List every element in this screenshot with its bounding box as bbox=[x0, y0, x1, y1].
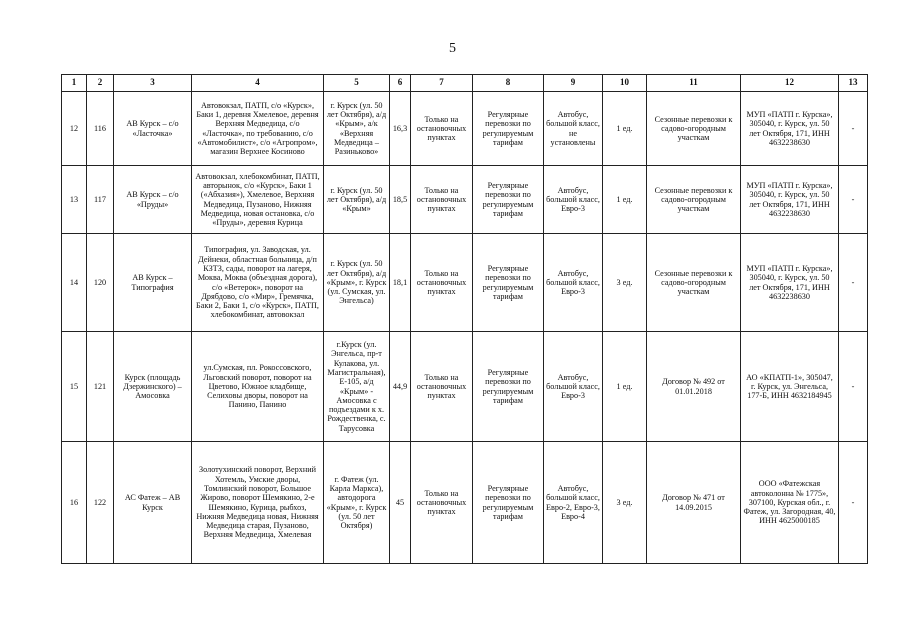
vehicle-count: 3 ед. bbox=[603, 234, 647, 332]
extra-info: - bbox=[839, 92, 868, 166]
route-basis: Сезонные перевозки к садово-огородным участкам bbox=[647, 92, 741, 166]
route-stops: Золотухинский поворот, Верхний Хотемль, Умские дворы, Томлинский поворот, Большое Жирово, поворот Шемякино, 2-е Шемякино, Курица, рыбхоз, Нижняя Медведица новая, Нижняя Медведица старая, Пузаново, Верхняя Медведица, Хмелевая bbox=[192, 442, 324, 564]
column-header: 8 bbox=[473, 75, 544, 92]
route-streets: г. Фатеж (ул. Карла Маркса), автодорога «Крым», г. Курск (ул. 50 лет Октября) bbox=[324, 442, 390, 564]
route-name: Курск (площадь Дзержинского) – Амосовка bbox=[114, 332, 192, 442]
carrier: ООО «Фатежская автоколонна № 1775», 307100, Курская обл., г. Фатеж, ул. Загородная, 40, ИНН 4625000185 bbox=[741, 442, 839, 564]
route-name: АВ Курск – Типография bbox=[114, 234, 192, 332]
vehicle-class: Автобус, большой класс, не установлены bbox=[544, 92, 603, 166]
transport-type: Регулярные перевозки по регулируемым тарифам bbox=[473, 166, 544, 234]
vehicle-count: 3 ед. bbox=[603, 442, 647, 564]
table-row bbox=[62, 166, 868, 234]
vehicle-count: 1 ед. bbox=[603, 166, 647, 234]
transport-type: Регулярные перевозки по регулируемым тарифам bbox=[473, 442, 544, 564]
route-basis: Договор № 492 от 01.01.2018 bbox=[647, 332, 741, 442]
vehicle-class: Автобус, большой класс, Евро-3 bbox=[544, 234, 603, 332]
transport-type: Регулярные перевозки по регулируемым тарифам bbox=[473, 234, 544, 332]
carrier: АО «КПАТП-1», 305047, г. Курск, ул. Энгельса, 177-Б, ИНН 4632184945 bbox=[741, 332, 839, 442]
route-number: 120 bbox=[87, 234, 114, 332]
column-header: 13 bbox=[839, 75, 868, 92]
extra-info: - bbox=[839, 332, 868, 442]
table-row bbox=[62, 234, 868, 332]
carrier: МУП «ПАТП г. Курска», 305040, г. Курск, ул. 50 лет Октября, 171, ИНН 4632238630 bbox=[741, 234, 839, 332]
row-number: 16 bbox=[62, 442, 87, 564]
route-length: 18,1 bbox=[390, 234, 411, 332]
route-stops: Типография, ул. Заводская, ул. Дейнеки, областная больница, д/п КЗТЗ, сады, поворот на лагеря, Моква, Моква (объездная дорога), с/о «Ветерок», поворот на Дрябдово, с/о «Мир», Гремячка, Баки 2, Баки 1, с/о «Курск», ПАТП, хлебокомбинат, автовокзал bbox=[192, 234, 324, 332]
vehicle-count: 1 ед. bbox=[603, 332, 647, 442]
column-header: 11 bbox=[647, 75, 741, 92]
stopping-procedure: Только на остановочных пунктах bbox=[411, 234, 473, 332]
column-header: 2 bbox=[87, 75, 114, 92]
route-number: 121 bbox=[87, 332, 114, 442]
route-streets: г. Курск (ул. 50 лет Октября), а/д «Крым» bbox=[324, 166, 390, 234]
route-basis: Сезонные перевозки к садово-огородным участкам bbox=[647, 234, 741, 332]
route-number: 117 bbox=[87, 166, 114, 234]
stopping-procedure: Только на остановочных пунктах bbox=[411, 92, 473, 166]
route-basis: Сезонные перевозки к садово-огородным участкам bbox=[647, 166, 741, 234]
route-length: 44,9 bbox=[390, 332, 411, 442]
extra-info: - bbox=[839, 442, 868, 564]
route-number: 122 bbox=[87, 442, 114, 564]
transport-type: Регулярные перевозки по регулируемым тарифам bbox=[473, 92, 544, 166]
vehicle-class: Автобус, большой класс, Евро-3 bbox=[544, 166, 603, 234]
route-name: АС Фатеж – АВ Курск bbox=[114, 442, 192, 564]
column-header: 3 bbox=[114, 75, 192, 92]
column-header: 4 bbox=[192, 75, 324, 92]
row-number: 15 bbox=[62, 332, 87, 442]
column-header: 12 bbox=[741, 75, 839, 92]
route-name: АВ Курск – с/о «Пруды» bbox=[114, 166, 192, 234]
table-row bbox=[62, 92, 868, 166]
stopping-procedure: Только на остановочных пунктах bbox=[411, 332, 473, 442]
vehicle-class: Автобус, большой класс, Евро-3 bbox=[544, 332, 603, 442]
route-basis: Договор № 471 от 14.09.2015 bbox=[647, 442, 741, 564]
vehicle-count: 1 ед. bbox=[603, 92, 647, 166]
column-header: 7 bbox=[411, 75, 473, 92]
route-stops: ул.Сумская, пл. Рокоссовского, Льговский поворот, поворот на Цветово, Южное кладбище, Селиховы дворы, поворот на Панино, Панино bbox=[192, 332, 324, 442]
column-header: 1 bbox=[62, 75, 87, 92]
route-length: 45 bbox=[390, 442, 411, 564]
route-streets: г. Курск (ул. 50 лет Октября), а/д «Крым», г. Курск (ул. Сумская, ул. Энгельса) bbox=[324, 234, 390, 332]
extra-info: - bbox=[839, 166, 868, 234]
stopping-procedure: Только на остановочных пунктах bbox=[411, 166, 473, 234]
route-stops: Автовокзал, ПАТП, с/о «Курск», Баки 1, деревня Хмелевое, деревня Верхняя Медведица, с/о «Ласточка», по требованию, с/о «Автомобилист», с/о «Агропром», магазин Верхнее Косиново bbox=[192, 92, 324, 166]
row-number: 14 bbox=[62, 234, 87, 332]
column-header: 6 bbox=[390, 75, 411, 92]
route-length: 16,3 bbox=[390, 92, 411, 166]
carrier: МУП «ПАТП г. Курска», 305040, г. Курск, ул. 50 лет Октября, 171, ИНН 4632238630 bbox=[741, 166, 839, 234]
stopping-procedure: Только на остановочных пунктах bbox=[411, 442, 473, 564]
route-number: 116 bbox=[87, 92, 114, 166]
page-number: 5 bbox=[449, 41, 456, 56]
extra-info: - bbox=[839, 234, 868, 332]
column-header: 10 bbox=[603, 75, 647, 92]
header-row bbox=[62, 75, 868, 92]
carrier: МУП «ПАТП г. Курска», 305040, г. Курск, ул. 50 лет Октября, 171, ИНН 4632238630 bbox=[741, 92, 839, 166]
table-row bbox=[62, 332, 868, 442]
route-register-table bbox=[61, 74, 868, 564]
route-streets: г.Курск (ул. Энгельса, пр-т Кулакова, ул. Магистральная), Е-105, а/д «Крым» - Амосовка с подъездами к х. Рождественка, с. Тарусовка bbox=[324, 332, 390, 442]
route-stops: Автовокзал, хлебокомбинат, ПАТП, авторынок, с/о «Курск», Баки 1 («Абхазия»), Хмелевое, Верхняя Медведица, Пузаново, Нижняя Медведица, новая остановка, с/о «Пруды», деревня Курица bbox=[192, 166, 324, 234]
row-number: 12 bbox=[62, 92, 87, 166]
column-header: 5 bbox=[324, 75, 390, 92]
transport-type: Регулярные перевозки по регулируемым тарифам bbox=[473, 332, 544, 442]
route-length: 18,5 bbox=[390, 166, 411, 234]
row-number: 13 bbox=[62, 166, 87, 234]
vehicle-class: Автобус, большой класс, Евро-2, Евро-3, Евро-4 bbox=[544, 442, 603, 564]
route-name: АВ Курск – с/о «Ласточка» bbox=[114, 92, 192, 166]
table-row bbox=[62, 442, 868, 564]
column-header: 9 bbox=[544, 75, 603, 92]
route-streets: г. Курск (ул. 50 лет Октября), а/д «Крым», а/к «Верхняя Медведица – Разиньково» bbox=[324, 92, 390, 166]
